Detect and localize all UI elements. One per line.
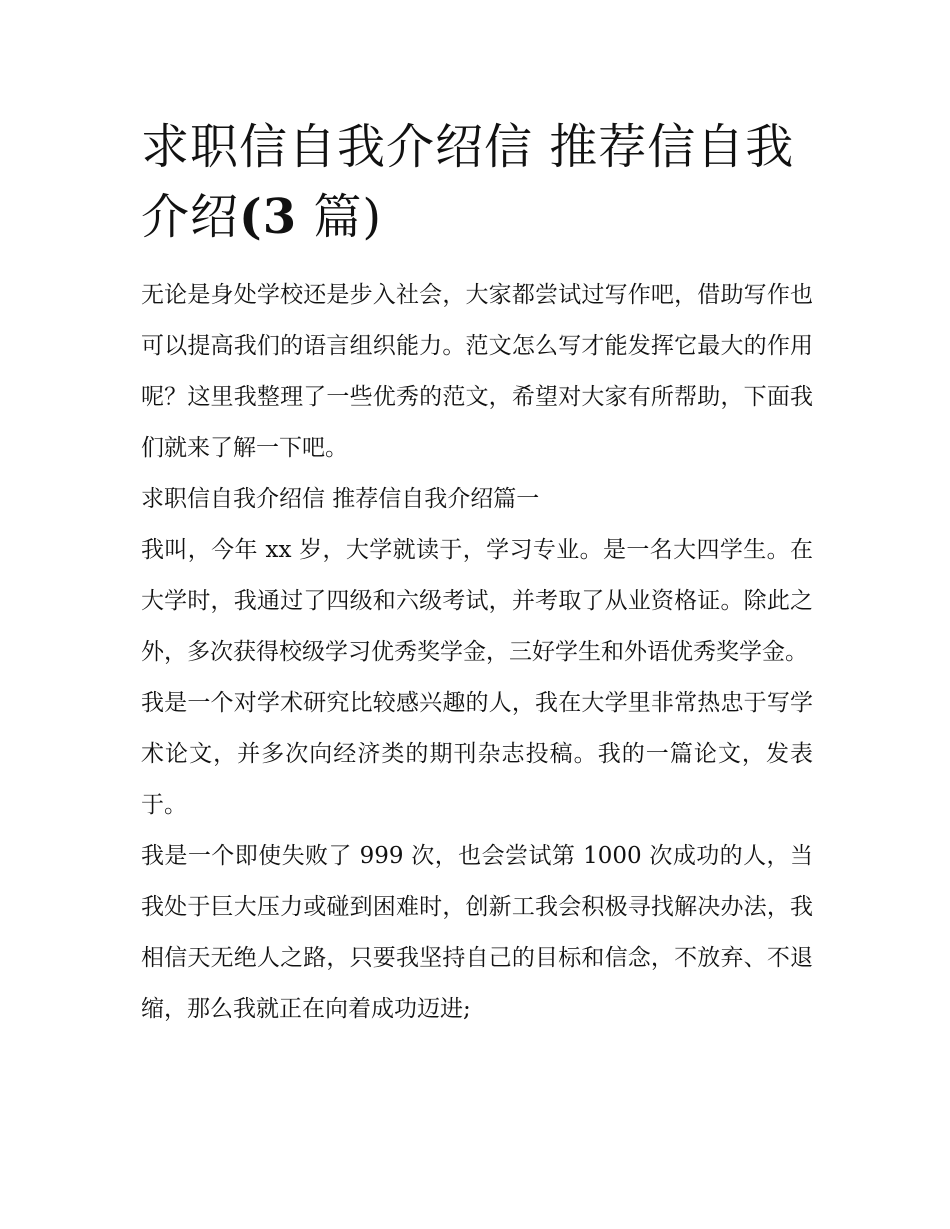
intro-paragraph: 无论是身处学校还是步入社会，大家都尝试过写作吧，借助写作也可以提高我们的语言组织能力。范文怎么写才能发挥它最大的作用呢？这里我整理了一些优秀的范文，希望对大家有所帮助，下面我们就来了解一下吧。 <box>141 282 813 461</box>
body-paragraph-3: 我是一个即使失败了 999 次，也会尝试第 1000 次成功的人，当我处于巨大压力或碰到困难时，创新工我会积极寻找解决办法，我相信天无绝人之路，只要我坚持自己的目标和信念，不放弃、不退缩，那么我就正在向着成功迈进; <box>141 843 813 1022</box>
document-body <box>141 270 813 1035</box>
section-heading: 求职信自我介绍信 推荐信自我介绍篇一 <box>141 486 540 512</box>
title-text: 求职信自我介绍信 推荐信自我介绍 <box>141 119 795 245</box>
document-title <box>141 112 813 252</box>
title-count: (3 <box>239 189 298 245</box>
title-suffix: 篇) <box>297 189 383 245</box>
body-paragraph-1: 我叫，今年 xx 岁，大学就读于，学习专业。是一名大四学生。在大学时，我通过了四级和六级考试，并考取了从业资格证。除此之外，多次获得校级学习优秀奖学金，三好学生和外语优秀奖学金。 <box>141 537 813 665</box>
document-content <box>141 112 813 1035</box>
body-paragraph-2: 我是一个对学术研究比较感兴趣的人，我在大学里非常热忠于写学术论文，并多次向经济类的期刊杂志投稿。我的一篇论文，发表于。 <box>141 690 813 818</box>
